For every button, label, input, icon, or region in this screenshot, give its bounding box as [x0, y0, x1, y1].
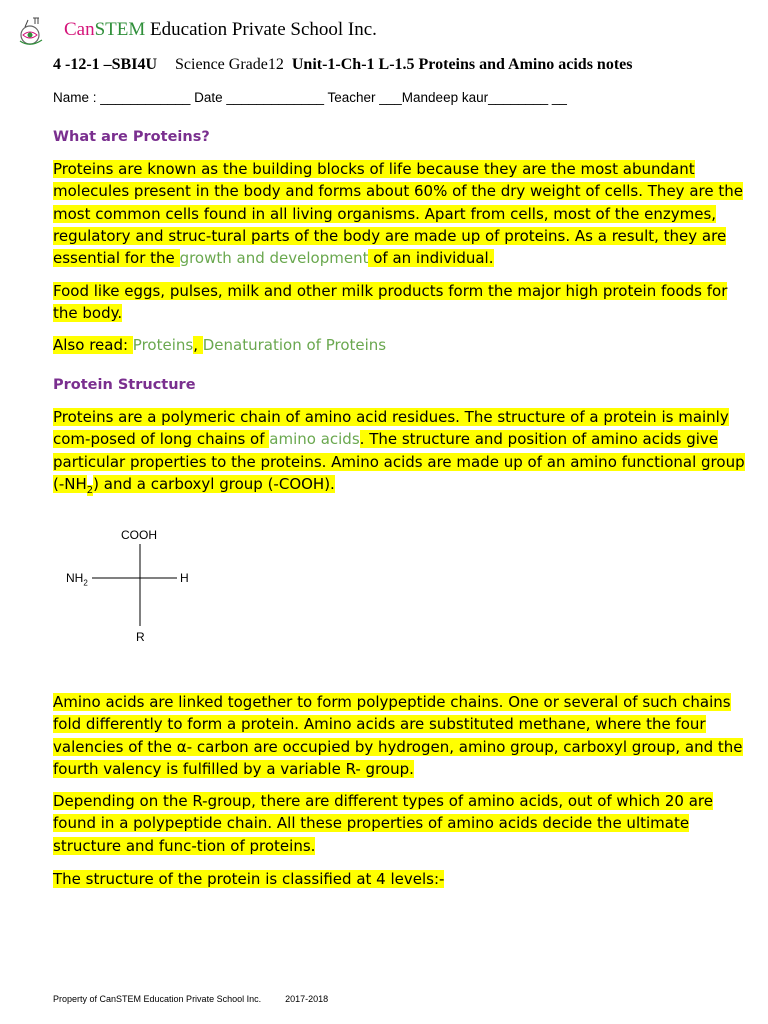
link-proteins[interactable]: Proteins [132, 336, 194, 354]
diagram-nh2-subscript: 2 [83, 578, 88, 588]
text-run: Amino acids are linked together to form polypeptide chains. One or several of such chains fold differently to form a protein. Amino acids are substituted methane, where the four valencies of the α- carbon are occupied by hydrogen, amino group, carboxyl group, and the fourth valency is fulfilled by a variable R- group. [53, 693, 743, 778]
text-run: Depending on the R-group, there are different types of amino acids, out of which 20 are found in a polypeptide chain. All these properties of amino acids decide the ultimate structure and func-tion of proteins. [53, 792, 713, 855]
school-name-rest: Education Private School Inc. [145, 19, 377, 40]
heading-protein-structure: Protein Structure [53, 377, 196, 393]
text-run: ) and a carboxyl group (-COOH). [93, 474, 335, 493]
link-denaturation-of-proteins[interactable]: Denaturation of Proteins [202, 336, 387, 354]
course-subject: Science Grade12 [175, 56, 284, 73]
paragraph-proteins-intro [53, 158, 753, 269]
also-read-line [53, 334, 753, 356]
school-logo-icon [17, 14, 47, 48]
diagram-r-label: R [136, 630, 145, 644]
school-name-stem: STEM [94, 19, 146, 40]
course-code: 4 -12-1 –SBI4U [53, 56, 158, 73]
diagram-cooh-label: COOH [121, 528, 157, 542]
diagram-nh-label: NH [66, 571, 84, 585]
paragraph-structure-levels [53, 868, 753, 890]
name-date-teacher-line: Name : ____________ Date _____________ Teacher ___Mandeep kaur________ __ [53, 90, 567, 105]
school-name-can: Can [64, 19, 95, 40]
paragraph-protein-foods [53, 280, 753, 325]
page-footer [53, 994, 328, 1004]
text-run: . The structure and position of amino acids give particular properties to the proteins. Amino acids are made up of an amino functional group (-NH [53, 430, 745, 493]
text-run: of an individual. [368, 249, 494, 268]
lesson-title: Unit-1-Ch-1 L-1.5 Proteins and Amino acids notes [291, 56, 633, 73]
footer-years: 2017-2018 [285, 994, 329, 1004]
text-run: Food like eggs, pulses, milk and other milk products form the major high protein foods for the body. [53, 282, 728, 323]
paragraph-protein-structure [53, 406, 753, 502]
diagram-h-label: H [180, 571, 189, 585]
school-name [64, 19, 377, 41]
also-read-separator: , [193, 336, 203, 354]
text-run: Proteins are a polymeric chain of amino acid residues. The structure of a protein is mainly com-posed of long chains of [53, 408, 729, 449]
diagram-nh2-label [66, 571, 88, 587]
link-growth-development[interactable]: growth and development [179, 249, 369, 268]
heading-what-are-proteins: What are Proteins? [53, 129, 210, 145]
text-run: Proteins are known as the building blocks of life because they are the most abundant molecules present in the body and forms about 60% of the dry weight of cells. They are the most common cells found in all living organisms. Apart from cells, most of the enzymes, regulatory and struc-tural parts of the body are made up of proteins. As a result, they are essential for the [53, 160, 743, 268]
paragraph-polypeptide [53, 691, 753, 780]
link-amino-acids[interactable]: amino acids [269, 430, 360, 449]
also-read-label: Also read: [53, 336, 133, 354]
text-run: The structure of the protein is classified at 4 levels:- [53, 870, 445, 888]
paragraph-r-group [53, 790, 753, 857]
amino-acid-structure-diagram [60, 522, 200, 652]
footer-property: Property of CanSTEM Education Private School Inc. [53, 994, 262, 1004]
course-line [53, 56, 632, 74]
subscript-2: 2 [86, 484, 94, 496]
